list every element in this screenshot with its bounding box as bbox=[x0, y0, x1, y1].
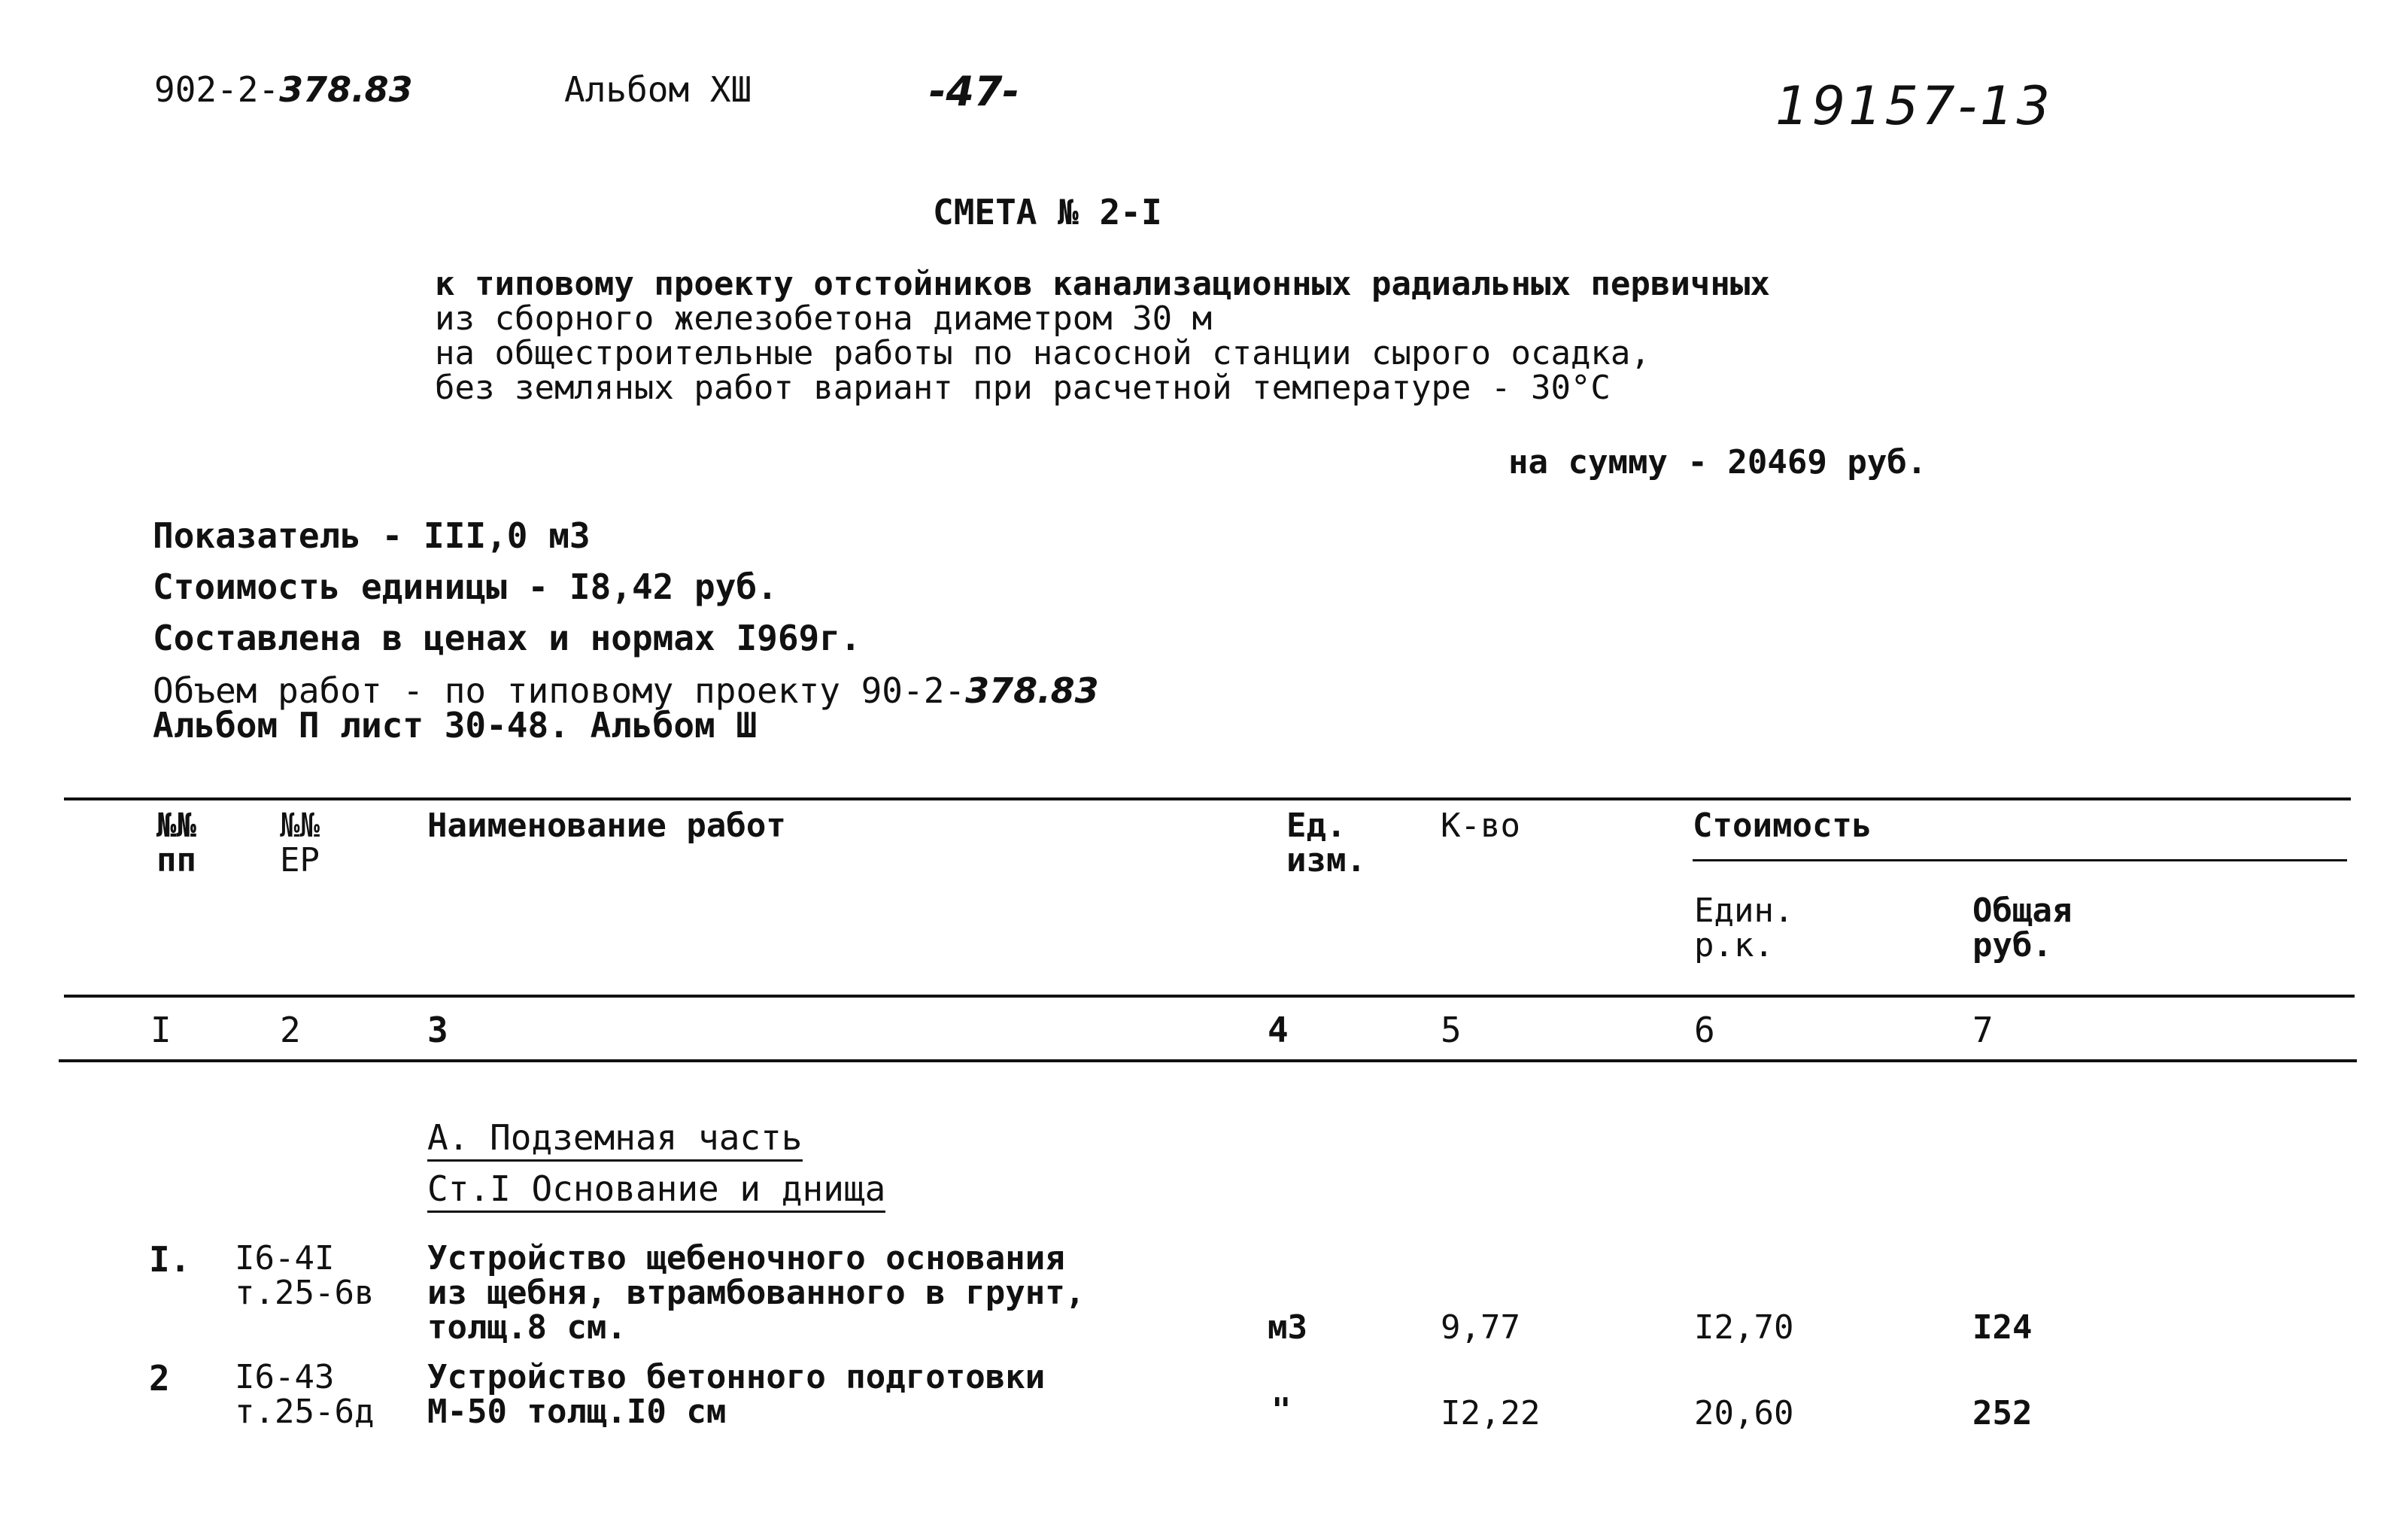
column-number-1: I bbox=[150, 1010, 172, 1050]
unit-cost-line: Стоимость единицы - I8,42 руб. bbox=[153, 567, 778, 607]
row-name: Устройство щебеночного основания из щебня, втрамбованного в грунт, толщ.8 см. bbox=[427, 1239, 1086, 1347]
page-number: -47- bbox=[929, 68, 1019, 115]
table-top-rule bbox=[64, 797, 2351, 800]
volume-line-2: Альбом П лист 30-48. Альбом Ш bbox=[153, 705, 758, 746]
column-number-5: 5 bbox=[1441, 1010, 1462, 1050]
numbers-bottom-rule bbox=[59, 1059, 2357, 1062]
column-number-4: 4 bbox=[1268, 1010, 1289, 1050]
header-cost-group: Стоимость bbox=[1693, 807, 1872, 845]
cost-group-rule bbox=[1693, 859, 2347, 861]
volume-prefix: Объем работ - по типовому проекту 90-2- bbox=[153, 670, 966, 711]
header-col-1: №№ пп bbox=[156, 807, 196, 879]
indicator-line: Показатель - III,0 м3 bbox=[153, 515, 591, 556]
header-col-7: Общая руб. bbox=[1972, 892, 2072, 964]
header-col-5: К-во bbox=[1441, 807, 1520, 845]
section-heading: А. Подземная часть bbox=[427, 1119, 803, 1156]
album-label: Альбом XШ bbox=[564, 69, 752, 110]
row-unit-price: 20,60 bbox=[1694, 1394, 1794, 1432]
row-quantity: I2,22 bbox=[1441, 1394, 1541, 1432]
row-number: 2 bbox=[149, 1358, 170, 1399]
row-quantity: 9,77 bbox=[1441, 1308, 1520, 1347]
header-col-6: Един. р.к. bbox=[1694, 892, 1794, 964]
row-total: I24 bbox=[1972, 1308, 2033, 1347]
row-number: I. bbox=[149, 1239, 191, 1280]
row-unit-price: I2,70 bbox=[1694, 1308, 1794, 1347]
document-code bbox=[154, 71, 413, 108]
page-title: СМЕТА № 2-I bbox=[933, 192, 1162, 232]
subtitle-line-1: к типовому проекту отстойников канализационных радиальных первичных bbox=[435, 265, 1770, 303]
document-code-handwritten: 378.83 bbox=[279, 69, 413, 110]
document-code-prefix: 902-2- bbox=[154, 69, 280, 110]
header-col-2: №№ ЕР bbox=[280, 807, 320, 879]
subtitle-line-3: на общестроительные работы по насосной станции сырого осадка, bbox=[435, 334, 1650, 372]
header-col-3: Наименование работ bbox=[427, 807, 786, 845]
volume-code-handwritten: 378.83 bbox=[965, 670, 1099, 711]
row-unit: м3 bbox=[1268, 1308, 1307, 1347]
total-sum: на сумму - 20469 руб. bbox=[1508, 443, 1927, 481]
archive-stamp-number: 19157-13 bbox=[1775, 75, 2054, 137]
row-unit: " bbox=[1271, 1391, 1292, 1429]
column-number-3: 3 bbox=[427, 1010, 448, 1050]
subtitle-line-2: из сборного железобетона диаметром 30 м bbox=[435, 299, 1213, 338]
row-name: Устройство бетонного подготовки М-50 толщ.I0 см bbox=[427, 1358, 1046, 1431]
header-col-4: Ед. изм. bbox=[1286, 807, 1366, 879]
subtitle-line-4: без земляных работ вариант при расчетной температуре - 30°С bbox=[435, 369, 1611, 407]
prices-line: Составлена в ценах и нормах I969г. bbox=[153, 618, 861, 658]
volume-line-1 bbox=[153, 670, 1099, 711]
row-code: I6-43 т.25-6д bbox=[235, 1358, 375, 1431]
column-number-7: 7 bbox=[1972, 1010, 1994, 1050]
column-number-2: 2 bbox=[280, 1010, 301, 1050]
header-bottom-rule bbox=[64, 995, 2355, 998]
row-total: 252 bbox=[1972, 1394, 2033, 1432]
subsection-heading: Ст.I Основание и днища bbox=[427, 1171, 885, 1207]
row-code: I6-4I т.25-6в bbox=[235, 1239, 375, 1312]
column-number-6: 6 bbox=[1694, 1010, 1715, 1050]
